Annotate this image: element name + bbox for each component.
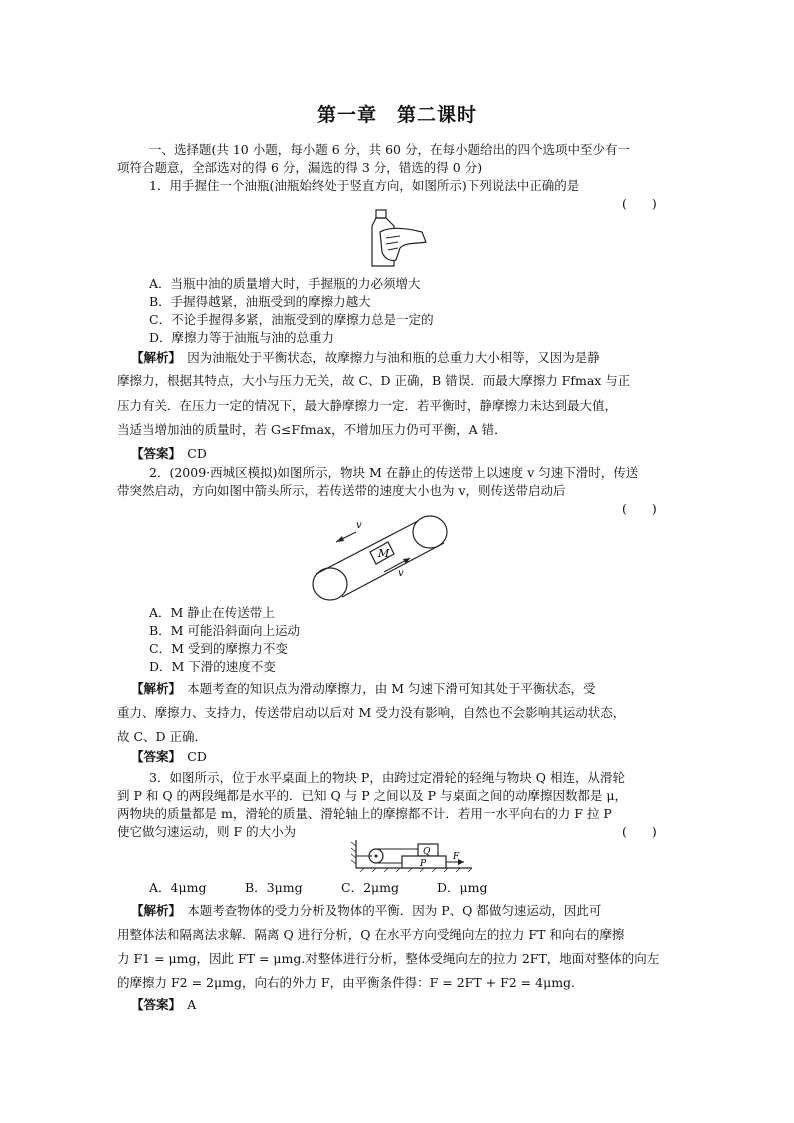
q3-fig-label-p: P	[420, 859, 427, 869]
q2-analysis-line-3: 故 C、D 正确．	[117, 729, 208, 744]
q2-answer-line	[131, 748, 691, 765]
q3-option-c: C．2μmg	[341, 880, 399, 895]
q1-analysis-tag: 【解析】	[131, 350, 175, 365]
q3-analysis-line-3: 力 F1 = μmg，因此 FT = μmg.对整体进行分析，整体受绳向左的拉力 2FT，地面对整体的向左	[117, 951, 660, 966]
q3-analysis-line-4: 的摩擦力 F2 = 2μmg，向右的外力 F，由平衡条件得：F = 2FT + F2 = 4μmg.	[117, 975, 576, 990]
q3-option-a: A．4μmg	[149, 880, 207, 895]
q1-analysis-text-1: 因为油瓶处于平衡状态，故摩擦力与油和瓶的总重力大小相等，又因为是静	[174, 350, 600, 365]
q3-stem-line-2: 到 P 和 Q 的两段绳都是水平的．已知 Q 与 P 之间以及 P 与桌面之间的动摩擦因数都是 μ，	[117, 788, 628, 803]
q2-stem-line-2: 带突然启动，方向如图中箭头所示，若传送带的速度大小也为 v，则传送带启动后	[117, 483, 566, 498]
q2-fig-label-m: M	[378, 547, 390, 560]
q1-analysis-line-4: 当适当增加油的质量时，若 G≤Ffmax，不增加压力仍可平衡，A 错．	[117, 422, 507, 437]
q1-answer-line	[131, 445, 691, 462]
q2-answer-tag: 【答案】	[131, 749, 175, 764]
oil-bottle-figure	[356, 208, 432, 270]
q1-analysis-line-2: 摩擦力，根据其特点，大小与压力无关，故 C、D 正确，B 错误．而最大摩擦力 Ffmax 与正	[117, 373, 631, 388]
q2-fig-label-v-belt: v	[398, 568, 404, 579]
q3-answer-line	[131, 996, 691, 1013]
q3-analysis-text-1: 本题考查物体的受力分析及物体的平衡．因为 P、Q 都做匀速运动，因此可	[174, 903, 602, 918]
conveyor-belt-figure	[306, 514, 456, 606]
q2-analysis-tag: 【解析】	[131, 681, 175, 696]
q3-analysis-line-1	[131, 902, 691, 919]
intro-line-1: 一、选择题(共 10 小题，每小题 6 分，共 60 分，在每小题给出的四个选项中至少有一	[149, 142, 630, 157]
q3-option-b: B．3μmg	[245, 880, 303, 895]
q3-stem-line-1: 3．如图所示，位于水平桌面上的物块 P，由跨过定滑轮的轻绳与物块 Q 相连，从滑轮	[149, 770, 626, 785]
q3-answer-paren: ( )	[622, 824, 657, 839]
page-title: 第一章 第二课时	[316, 104, 477, 126]
q2-stem-line-1: 2．(2009·西城区模拟)如图所示，物块 M 在静止的传送带上以速度 v 匀速下滑时，传送	[149, 465, 639, 480]
q3-fig-label-q: Q	[423, 847, 431, 857]
intro-line-2: 项符合题意，全部选对的得 6 分，漏选的得 3 分，错选的得 0 分)	[117, 160, 483, 175]
q3-option-d: D．μmg	[437, 880, 488, 895]
q2-option-a: A．M 静止在传送带上	[149, 605, 275, 620]
q3-answer-tag: 【答案】	[131, 997, 175, 1012]
q2-option-d: D．M 下滑的速度不变	[149, 659, 276, 674]
q1-analysis-line-3: 压力有关．在压力一定的情况下，最大静摩擦力一定．若平衡时，静摩擦力未达到最大值，	[117, 398, 618, 413]
q1-analysis-line-1	[131, 349, 691, 366]
q3-stem-line-3: 两物块的质量都是 m，滑轮的质量、滑轮轴上的摩擦都不计．若用一水平向右的力 F 拉 P	[117, 806, 612, 821]
q2-analysis-line-2: 重力、摩擦力、支持力，传送带启动以后对 M 受力没有影响，自然也不会影响其运动状态，	[117, 705, 626, 720]
q2-answer-paren: ( )	[622, 501, 657, 516]
pulley-blocks-figure	[350, 838, 474, 874]
q2-fig-label-v-top: v	[356, 520, 362, 531]
q3-analysis-tag: 【解析】	[131, 903, 175, 918]
q1-stem: 1．用手握住一个油瓶(油瓶始终处于竖直方向，如图所示)下列说法中正确的是	[149, 178, 580, 193]
q1-option-b: B．手握得越紧，油瓶受到的摩擦力越大	[149, 294, 371, 309]
q1-option-c: C．不论手握得多紧，油瓶受到的摩擦力总是一定的	[149, 312, 434, 327]
q1-answer-paren: ( )	[622, 196, 657, 211]
q2-analysis-text-1: 本题考查的知识点为滑动摩擦力，由 M 匀速下滑可知其处于平衡状态，受	[174, 681, 596, 696]
q3-analysis-line-2: 用整体法和隔离法求解．隔离 Q 进行分析，Q 在水平方向受绳向左的拉力 FT 和向右的摩擦	[117, 927, 625, 942]
q2-option-c: C．M 受到的摩擦力不变	[149, 641, 288, 656]
q2-option-b: B．M 可能沿斜面向上运动	[149, 623, 300, 638]
q1-answer-value: CD	[174, 446, 207, 461]
q1-option-a: A．当瓶中油的质量增大时，手握瓶的力必须增大	[149, 276, 421, 291]
q2-analysis-line-1	[131, 680, 691, 697]
q3-answer-value: A	[174, 997, 197, 1012]
q1-option-d: D．摩擦力等于油瓶与油的总重力	[149, 330, 335, 345]
q2-answer-value: CD	[174, 749, 207, 764]
q1-answer-tag: 【答案】	[131, 446, 175, 461]
q3-stem-line-4: 使它做匀速运动，则 F 的大小为	[117, 824, 297, 839]
q3-fig-label-f: F	[453, 852, 460, 862]
